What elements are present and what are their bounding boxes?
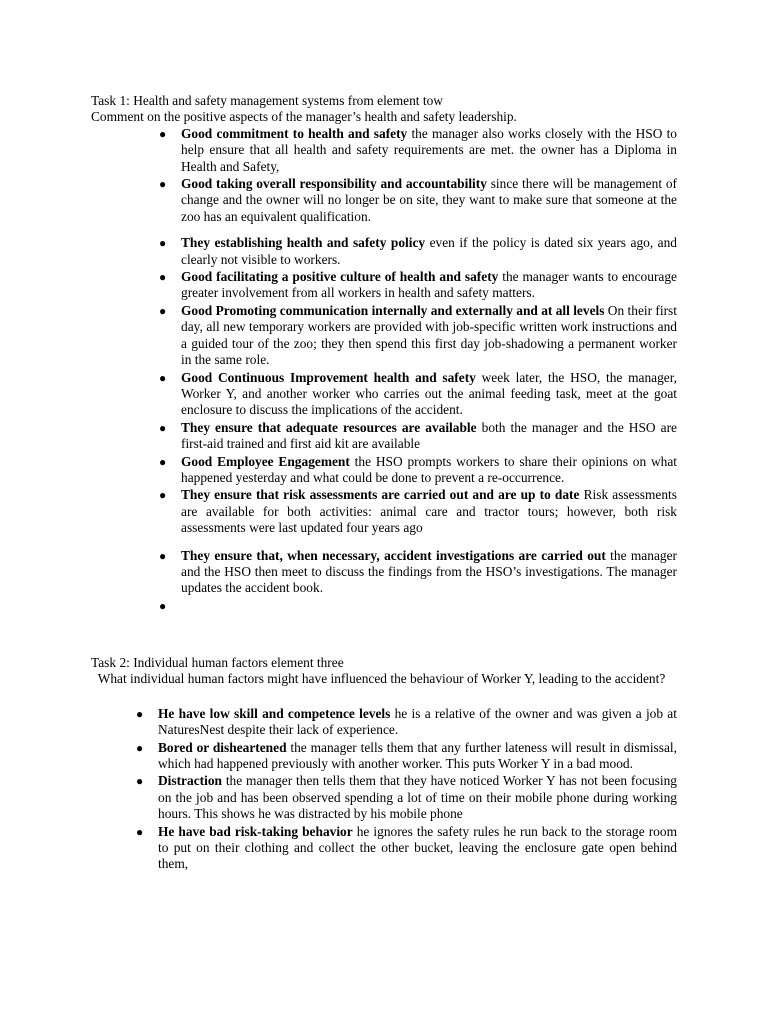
list-item [159, 598, 677, 614]
list-item: ● They ensure that adequate resources are available both the manager and the HSO are first-aid trained and first aid kit are available [159, 419, 677, 452]
bullet-icon: ● [159, 454, 167, 469]
list-item: ● Good Employee Engagement the HSO prompts workers to share their opinions on what happened yesterday and what could be done to prevent a re-occurrence. [159, 453, 677, 485]
list-item: ● Bored or disheartened the manager tells them that any further lateness will result in dismissal, which had happened previously with another worker. This puts Worker Y in a bad mood. [136, 739, 677, 772]
bullet-icon: ● [159, 370, 167, 385]
bullet-icon: ● [159, 420, 167, 435]
list-item: ● Good commitment to health and safety the manager also works closely with the HSO to help ensure that all health and safety requirements are met. the owner has a Diploma in Health and Safety, [159, 125, 677, 174]
list-item: ● Good Promoting communication internally and externally and at all levels On their first day, all new temporary workers are provided with job-specific written work instructions and a guided tour of the zoo; they then spend this first day job-shadowing a permanent worker in the same role. [159, 302, 677, 368]
list-item: ● They establishing health and safety policy even if the policy is dated six years ago, and clearly not visible to workers. [159, 235, 677, 267]
list-item: ● Good Continuous Improvement health and safety week later, the HSO, the manager, Worker Y, and another worker who carries out the animal feeding task, meet at the goat enclosure to discuss the implications of the accident. [159, 369, 677, 418]
task1-prompt: Comment on the positive aspects of the manager’s health and safety leadership. [91, 109, 517, 125]
bullet-icon: ● [136, 740, 144, 755]
bullet-icon: ● [159, 126, 167, 141]
list-item: ● He have bad risk-taking behavior he ignores the safety rules he run back to the storage room to put on their clothing and collect the other bucket, leaving the enclosure gate open behind them, [136, 823, 677, 872]
list-item: ● They ensure that risk assessments are carried out and are up to date Risk assessments are available for both activities: animal care and tractor tours; however, both risk assessments were last updated four years ago [159, 487, 677, 536]
bullet-icon: ● [159, 270, 167, 285]
task2-heading: Task 2: Individual human factors element three [91, 655, 344, 670]
task1-list [91, 126, 677, 614]
list-item: ● Good taking overall responsibility and accountability since there will be management of change and the owner will no longer be on site, they want to make sure that someone at the zoo has an equivalent qualification. [159, 176, 677, 224]
bullet-icon: ● [159, 303, 167, 318]
bullet-icon: ● [159, 177, 167, 192]
list-item: ● Good facilitating a positive culture of health and safety the manager wants to encourage greater involvement from all workers in health and safety matters. [159, 269, 677, 301]
task2-prompt: What individual human factors might have influenced the behaviour of Worker Y, leading to the accident? [91, 671, 666, 687]
bullet-icon: ● [136, 706, 144, 721]
list-item: ● They ensure that, when necessary, accident investigations are carried out the manager and the HSO then meet to discuss the findings from the HSO’s investigations. The manager updates the accident book. [159, 547, 677, 596]
task1-section [91, 93, 677, 614]
bullet-icon: ● [159, 236, 167, 251]
bullet-icon: ● [159, 548, 167, 563]
bullet-icon: ● [159, 598, 167, 613]
bullet-icon: ● [136, 824, 144, 839]
task1-heading: Task 1: Health and safety management systems from element tow [91, 93, 443, 108]
bullet-icon: ● [136, 774, 144, 789]
bullet-icon: ● [159, 488, 167, 503]
task2-section [91, 655, 677, 873]
list-item: ● He have low skill and competence levels he is a relative of the owner and was given a job at NaturesNest despite their lack of experience. [136, 705, 677, 738]
task2-list [91, 706, 677, 873]
list-item: ● Distraction the manager then tells them that they have noticed Worker Y has not been focusing on the job and has been observed spending a lot of time on their mobile phone during working hours. This shows he was distracted by his mobile phone [136, 773, 677, 822]
